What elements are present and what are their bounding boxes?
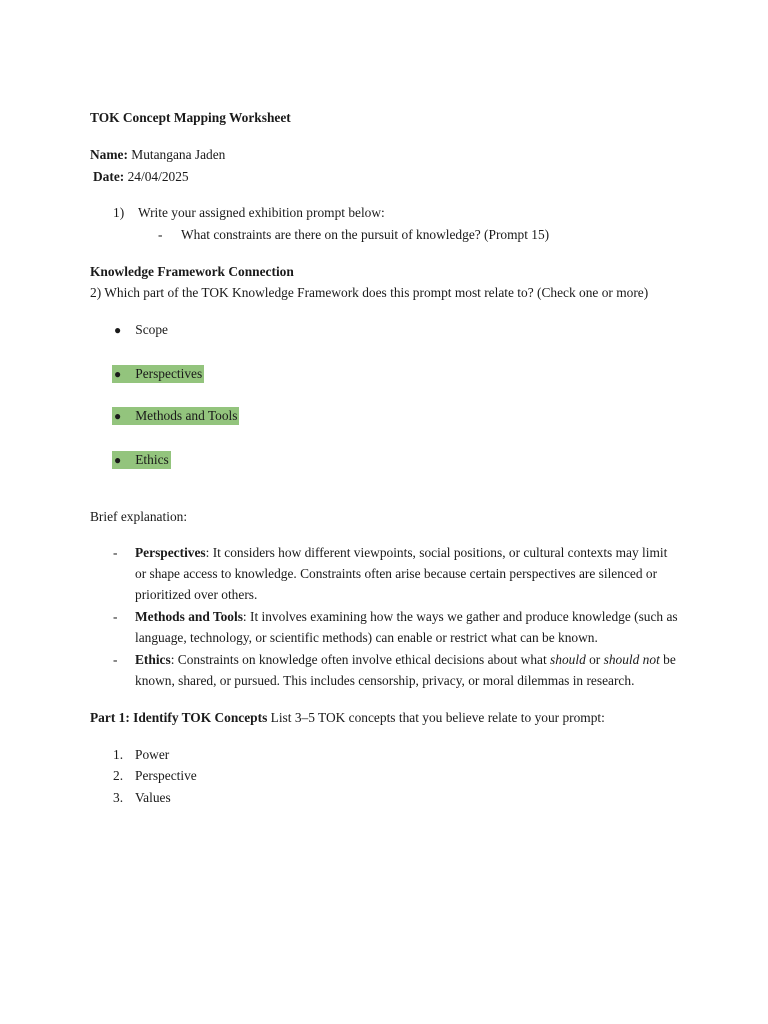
explanation-text: : It considers how different viewpoints, social positions, or cultural contexts may limit or shape access to knowledge. Constraints often arise because certain perspectives are silenced or prioritized over others. [135, 545, 668, 602]
explanation-text: : Constraints on knowledge often involve ethical decisions about what [170, 652, 551, 667]
date-label: Date: [93, 169, 125, 184]
part1-instruction: List 3–5 TOK concepts that you believe relate to your prompt: [267, 710, 605, 725]
option-label: Methods and Tools [135, 408, 238, 423]
date-line [93, 170, 189, 183]
explanation-term: Ethics [135, 652, 171, 667]
bullet-icon: ● [114, 323, 122, 337]
emphasis-should: should [550, 652, 586, 667]
part1-line [90, 711, 605, 724]
concept-item: Power [135, 747, 170, 762]
name-line [90, 148, 225, 161]
concept-number: 1. [113, 747, 124, 762]
worksheet-title: TOK Concept Mapping Worksheet [90, 110, 291, 125]
explanation-dash: - [113, 609, 118, 624]
option-perspectives [112, 365, 204, 383]
q1-text: Write your assigned exhibition prompt below: [138, 205, 385, 220]
framework-heading: Knowledge Framework Connection [90, 264, 294, 279]
q1-number: 1) [113, 205, 125, 220]
concept-number: 2. [113, 768, 124, 783]
explanation-perspectives [135, 542, 680, 605]
name-value: Mutangana Jaden [131, 147, 226, 162]
concept-item: Perspective [135, 768, 197, 783]
concept-item: Values [135, 790, 171, 805]
part1-heading: Part 1: Identify TOK Concepts [90, 710, 268, 725]
name-label: Name: [90, 147, 128, 162]
option-scope [114, 323, 168, 336]
emphasis-should-not: should not [603, 652, 660, 667]
bullet-icon: ● [114, 453, 122, 467]
concept-number: 3. [113, 790, 124, 805]
explanation-term: Perspectives [135, 545, 206, 560]
option-label: Perspectives [135, 366, 203, 381]
date-value: 24/04/2025 [127, 169, 189, 184]
explanation-methods-and-tools [135, 606, 680, 648]
framework-question: 2) Which part of the TOK Knowledge Framework does this prompt most relate to? (Check one or more) [90, 285, 649, 300]
q1-dash: - [158, 227, 163, 242]
explanation-text: or [585, 652, 604, 667]
explanation-term: Methods and Tools [135, 609, 243, 624]
bullet-icon: ● [114, 367, 122, 381]
q1-answer: What constraints are there on the pursuit of knowledge? (Prompt 15) [181, 227, 550, 242]
explanation-ethics [135, 649, 680, 691]
explanation-dash: - [113, 545, 118, 560]
option-ethics [112, 451, 171, 469]
explanation-label: Brief explanation: [90, 509, 188, 524]
explanation-text: be known, shared, or pursued. This includes censorship, privacy, or moral dilemmas in research. [135, 652, 676, 688]
option-methods-and-tools [112, 407, 239, 425]
bullet-icon: ● [114, 409, 122, 423]
explanation-dash: - [113, 652, 118, 667]
option-label: Ethics [135, 452, 169, 467]
option-label: Scope [135, 322, 168, 337]
explanation-text: : It involves examining how the ways we gather and produce knowledge (such as language, technology, or scientific methods) can enable or restrict what can be known. [135, 609, 678, 645]
